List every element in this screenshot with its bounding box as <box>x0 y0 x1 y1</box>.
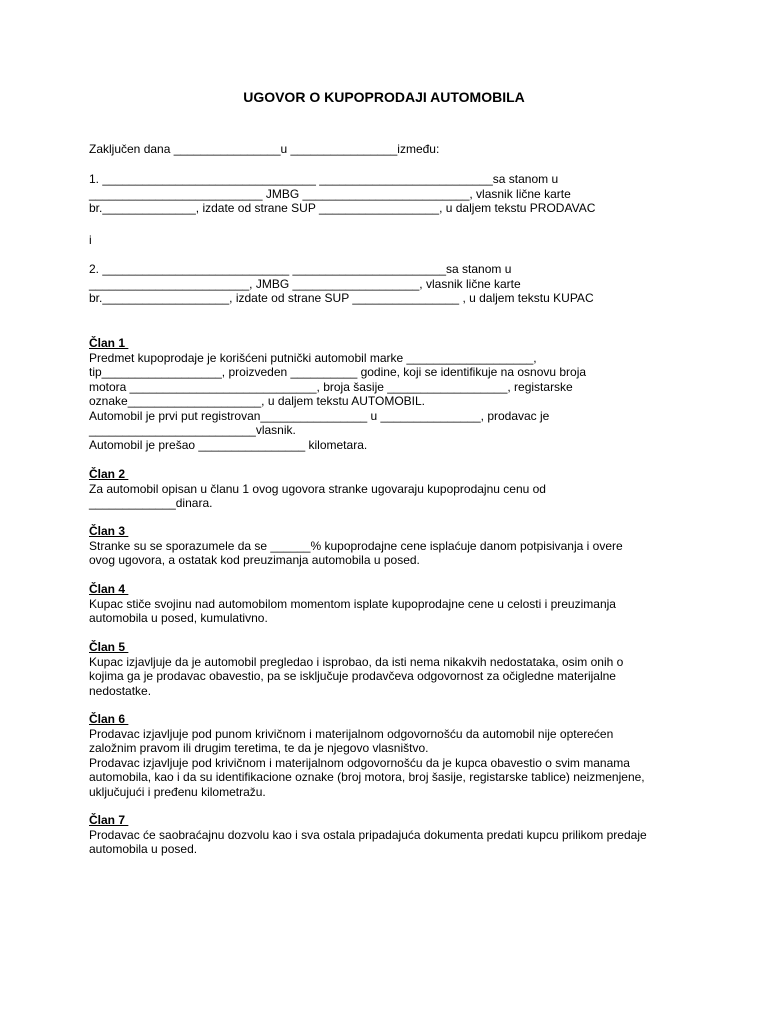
intro-line <box>89 142 689 157</box>
article-line: Prodavac će saobraćajnu dozvolu kao i sva ostala pripadajuća dokumenta predati kupcu prilikom predaje <box>89 827 647 842</box>
article-line: Automobil je prešao ________________ kilometara. <box>89 437 368 452</box>
intro-text: Zaključen dana ________________u ________________između: <box>89 142 440 156</box>
article-line: Prodavac izjavljuje pod punom krivičnom i materijalnom odgovornošću da automobil nije opterećen <box>89 726 614 741</box>
article-line: Stranke su se sporazumele da se ______% kupoprodajne cene isplaćuje danom potpisivanja i overe <box>89 538 623 553</box>
article-heading: Član 7 <box>89 813 129 827</box>
party-2-line: br.___________________, izdate od strane SUP ________________ , u daljem tekstu KUPAC <box>89 291 594 305</box>
party-1-block <box>89 172 689 216</box>
article-line: uključujući i pređenu kilometražu. <box>89 784 266 799</box>
article-heading: Član 2 <box>89 467 129 481</box>
party-1-line: __________________________ JMBG _________________________, vlasnik lične karte <box>89 186 571 201</box>
article-line: oznake____________________, u daljem tekstu AUTOMOBIL. <box>89 394 426 408</box>
article-heading: Član 1 <box>89 336 129 350</box>
article-line: _________________________vlasnik. <box>89 423 296 437</box>
article-7 <box>89 813 689 857</box>
article-line: kojima ga je prodavac obavestio, pa se isključuje prodavčeva odgovornost za očigledne materijalne <box>89 669 616 683</box>
party-2-line: 2. ____________________________ _______________________sa stanom u <box>89 262 512 276</box>
article-2 <box>89 467 689 511</box>
article-line: Prodavac izjavljuje pod krivičnom i materijalnom odgovornošću da je kupca obavestio o svim manama <box>89 755 630 770</box>
article-heading: Član 5 <box>89 640 129 654</box>
article-line: automobila, kao i da su identifikacione oznake (broj motora, broj šasije, registarske tablice) neizmenjene, <box>89 770 645 784</box>
article-line: Predmet kupoprodaje je korišćeni putnički automobil marke ___________________, <box>89 350 537 365</box>
article-line: Kupac stiče svojinu nad automobilom momentom isplate kupoprodajne cene u celosti i preuzimanja <box>89 596 616 611</box>
article-line: založnim pravom ili drugim teretima, te da je njegovo vlasništvo. <box>89 741 429 755</box>
party-1-line: 1. ________________________________ __________________________sa stanom u <box>89 172 559 186</box>
article-6 <box>89 712 689 799</box>
article-line: motora ____________________________, broja šasije __________________, registarske <box>89 379 573 394</box>
article-line: Automobil je prvi put registrovan________________ u _______________, prodavac je <box>89 408 550 423</box>
article-line: automobila u posed. <box>89 842 198 856</box>
party-2-block <box>89 262 689 306</box>
article-line: _____________dinara. <box>89 496 213 510</box>
article-line: automobila u posed, kumulativno. <box>89 611 268 625</box>
article-line: ovog ugovora, a ostatak kod preuzimanja automobila u posed. <box>89 553 420 567</box>
article-line: Kupac izjavljuje da je automobil pregledao i isprobao, da isti nema nikakvih nedostataka, osim onih o <box>89 654 624 669</box>
article-3 <box>89 524 689 568</box>
article-line: tip__________________, proizveden __________ godine, koji se identifikuje na osnovu broja <box>89 365 587 379</box>
article-heading: Član 6 <box>89 712 129 726</box>
article-line: Za automobil opisan u članu 1 ovog ugovora stranke ugovaraju kupoprodajnu cenu od <box>89 481 546 496</box>
conjunction <box>89 233 689 248</box>
document-title: UGOVOR O KUPOPRODAJI AUTOMOBILA <box>243 89 525 105</box>
article-5 <box>89 640 689 698</box>
conjunction-text: i <box>89 233 92 247</box>
article-1 <box>89 336 689 452</box>
party-1-line: br.______________, izdate od strane SUP __________________, u daljem tekstu PRODAVAC <box>89 201 596 215</box>
party-2-line: ________________________, JMBG ___________________, vlasnik lične karte <box>89 276 521 291</box>
article-heading: Član 3 <box>89 524 129 538</box>
article-heading: Član 4 <box>89 582 129 596</box>
article-4 <box>89 582 689 626</box>
article-line: nedostatke. <box>89 683 152 698</box>
